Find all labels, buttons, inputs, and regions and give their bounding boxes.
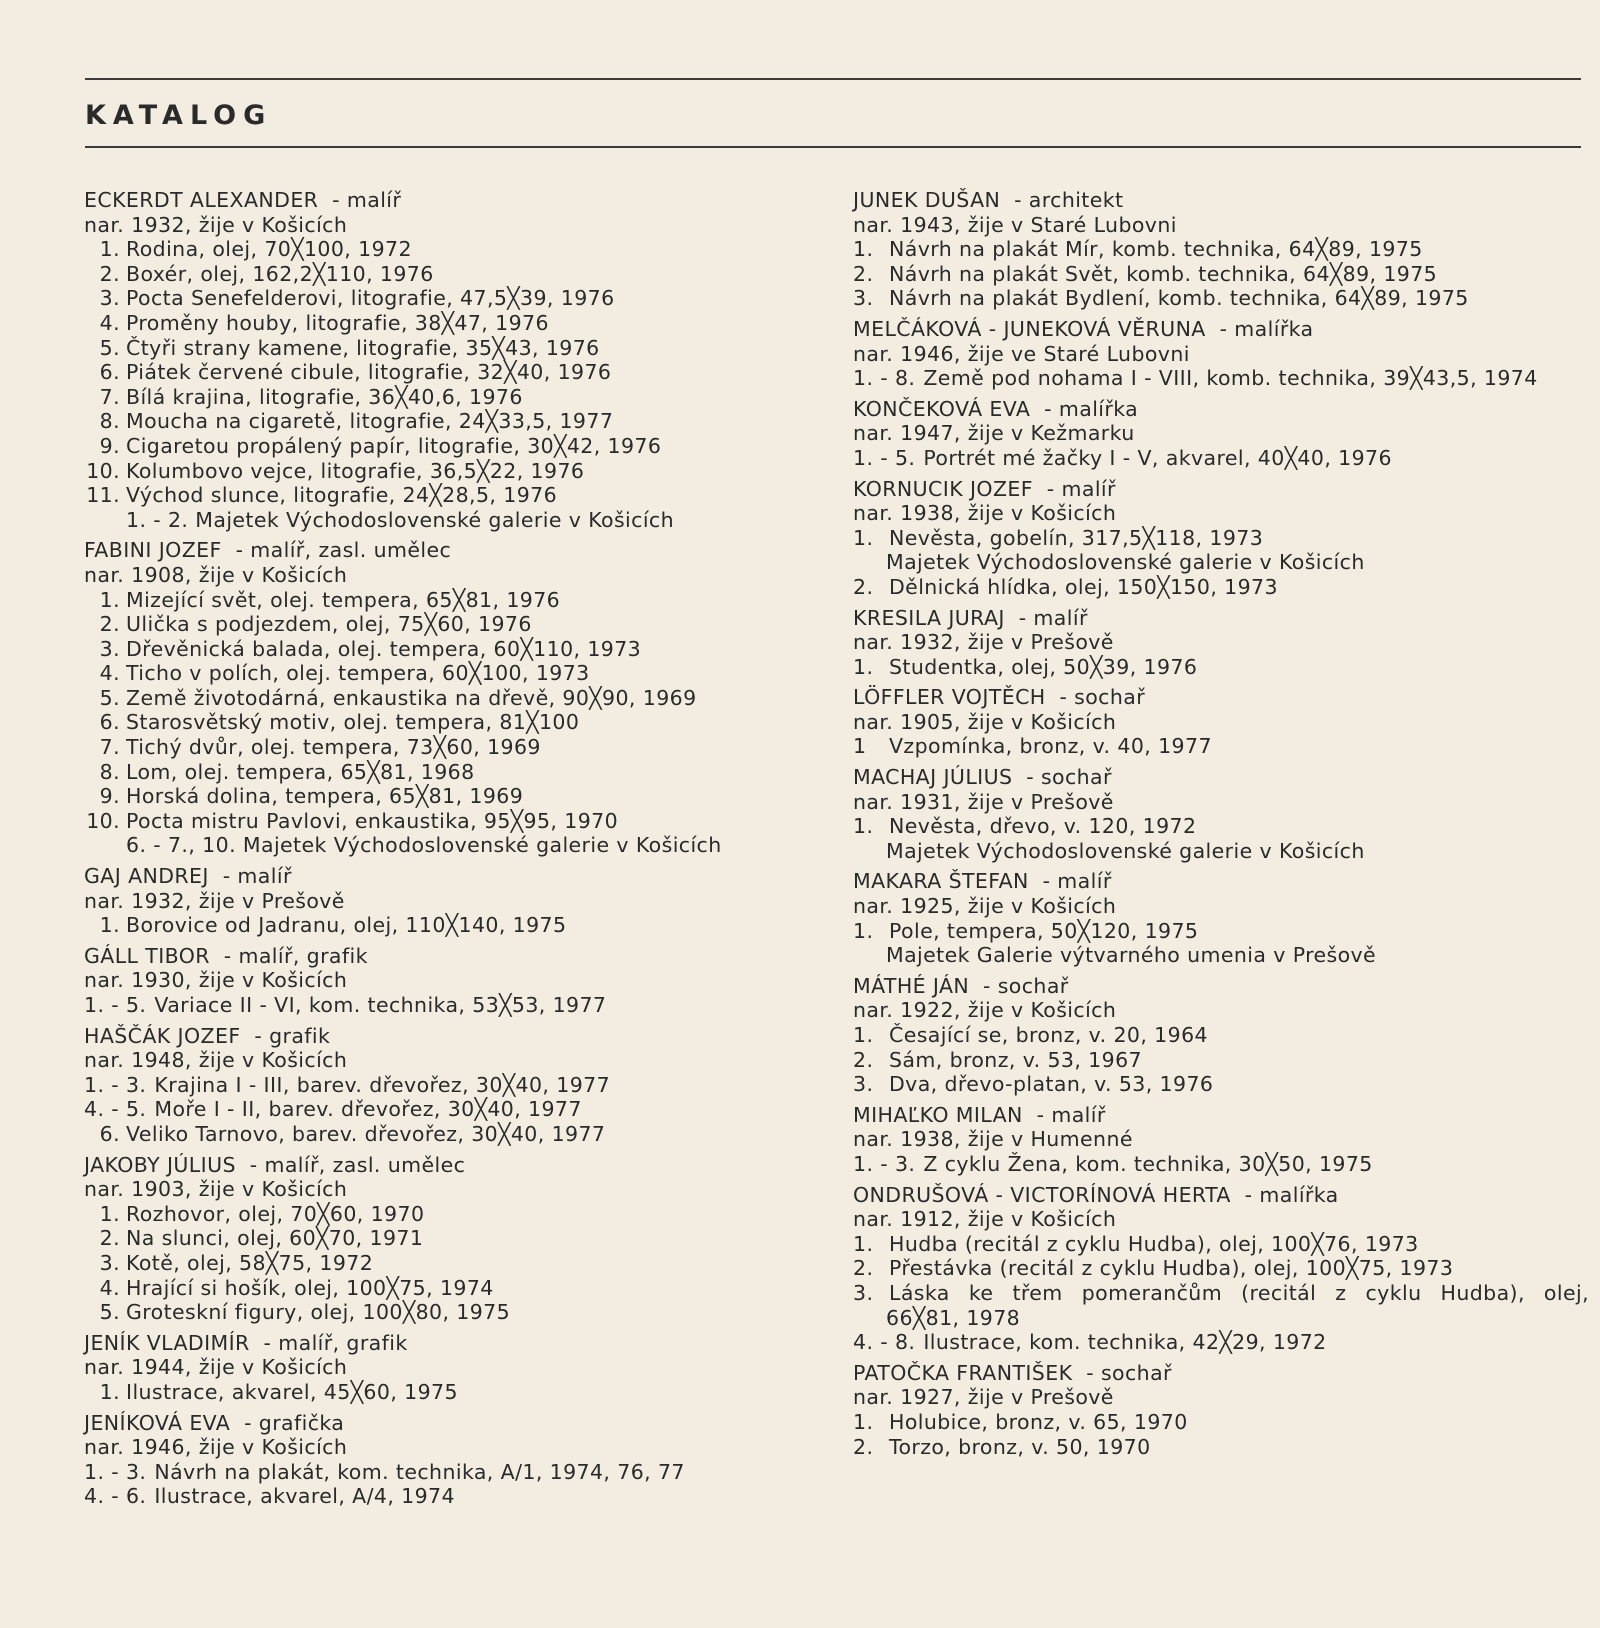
work-item — [853, 1072, 1589, 1097]
artist-heading — [853, 188, 1589, 213]
artist-name: MIHAĽKO MILAN — [853, 1102, 1023, 1127]
artist-entry — [853, 477, 1589, 600]
artist-heading — [84, 538, 814, 563]
work-description: Rodina, olej, 70╳100, 1972 — [126, 237, 412, 262]
artist-role: - malíř, zasl. umělec — [249, 1152, 466, 1177]
work-item — [84, 661, 814, 686]
work-number: 1. — [853, 1409, 874, 1434]
work-description: Moře I - II, barev. dřevořez, 30╳40, 1977 — [154, 1097, 582, 1122]
work-description: Z cyklu Žena, kom. technika, 30╳50, 1975 — [923, 1151, 1373, 1176]
artist-heading — [853, 765, 1589, 790]
work-item — [84, 360, 814, 385]
ownership-note: 1. - 2. Majetek Východoslovenské galerie v Košicích — [126, 507, 674, 532]
work-item — [853, 1281, 1589, 1306]
artist-role: - malířka — [1219, 316, 1314, 341]
artist-heading — [853, 1361, 1589, 1386]
artist-entry — [853, 974, 1589, 1097]
work-number: 3. — [99, 636, 120, 661]
work-item — [84, 784, 814, 809]
work-description: Ilustrace, kom. technika, 42╳29, 1972 — [923, 1330, 1327, 1355]
work-number: 1. - 3. — [853, 1151, 916, 1176]
artist-name: KORNUCIK JOZEF — [853, 476, 1033, 501]
work-item — [84, 1251, 814, 1276]
work-item — [853, 1435, 1589, 1460]
work-description: Bílá krajina, litografie, 36╳40,6, 1976 — [126, 384, 523, 409]
artist-heading — [84, 1153, 814, 1178]
work-description: Láska ke třem pomerančům (recitál z cyklu Hudba), olej, — [889, 1280, 1589, 1305]
work-number: 2. — [853, 574, 874, 599]
work-description: Cigaretou propálený papír, litografie, 30╳42, 1976 — [126, 433, 662, 458]
work-number: 6. — [99, 710, 120, 735]
work-description: Dva, dřevo-platan, v. 53, 1976 — [889, 1072, 1214, 1097]
work-description: Piátek červené cibule, litografie, 32╳40, 1976 — [126, 360, 612, 385]
work-number: 9. — [99, 784, 120, 809]
artist-entry — [84, 188, 814, 532]
work-number: 2. — [853, 1047, 874, 1072]
artist-role: - malířka — [1244, 1182, 1339, 1207]
work-number: 1. — [853, 1231, 874, 1256]
artist-entry — [853, 317, 1589, 391]
work-number: 3. — [853, 286, 874, 311]
work-note: 66╳81, 1978 — [886, 1305, 1021, 1330]
work-item — [853, 814, 1589, 839]
work-number: 1. — [99, 237, 120, 262]
artist-birth-residence: nar. 1903, žije v Košicích — [84, 1177, 348, 1202]
artist-birth-residence: nar. 1931, žije v Prešově — [853, 789, 1114, 814]
artist-heading — [84, 1331, 814, 1356]
work-description: Vzpomínka, bronz, v. 40, 1977 — [889, 734, 1212, 759]
artist-birth-residence: nar. 1908, žije v Košicích — [84, 562, 348, 587]
work-number: 1. — [99, 587, 120, 612]
artist-heading — [853, 1183, 1589, 1208]
artist-birth-residence: nar. 1905, žije v Košicích — [853, 709, 1117, 734]
work-description: Moucha na cigaretě, litografie, 24╳33,5, 1977 — [126, 409, 614, 434]
work-number: 1. — [99, 913, 120, 938]
work-item — [84, 637, 814, 662]
work-number: 1. — [853, 654, 874, 679]
artist-role: - malíř — [1018, 605, 1088, 630]
artist-birth-residence: nar. 1932, žije v Prešově — [84, 888, 345, 913]
work-number: 1. - 3. — [84, 1459, 147, 1484]
artist-birth-residence: nar. 1946, žije v Košicích — [84, 1435, 348, 1460]
work-item — [84, 1226, 814, 1251]
work-description: Země životodárná, enkaustika na dřevě, 90╳90, 1969 — [126, 685, 697, 710]
work-number: 7. — [99, 735, 120, 760]
work-item — [853, 1048, 1589, 1073]
artist-heading — [853, 317, 1589, 342]
artist-name: MÁTHÉ JÁN — [853, 973, 970, 998]
artist-name: GAJ ANDREJ — [84, 864, 209, 889]
work-description: Proměny houby, litografie, 38╳47, 1976 — [126, 310, 549, 335]
work-number: 6. — [99, 1121, 120, 1146]
work-item — [853, 286, 1589, 311]
work-number: 5. — [99, 685, 120, 710]
work-description: Návrh na plakát, kom. technika, A/1, 1974, 76, 77 — [154, 1459, 685, 1484]
work-number: 4. - 6. — [84, 1484, 147, 1509]
artist-entry — [853, 397, 1589, 471]
ownership-note: 6. - 7., 10. Majetek Východoslovenské galerie v Košicích — [126, 833, 722, 858]
work-number: 3. — [853, 1280, 874, 1305]
artist-heading — [84, 944, 814, 969]
artist-role: - malíř, zasl. umělec — [235, 538, 452, 563]
work-item — [853, 1023, 1589, 1048]
artist-birth-residence: nar. 1947, žije v Kežmarku — [853, 421, 1135, 446]
work-number: 4. - 5. — [84, 1097, 147, 1122]
artist-entry — [84, 1411, 814, 1509]
work-note: Majetek Východoslovenské galerie v Košicích — [886, 550, 1365, 575]
artist-birth-residence: nar. 1927, žije v Prešově — [853, 1385, 1114, 1410]
artist-role: - malíř — [1036, 1102, 1106, 1127]
artist-birth-residence: nar. 1948, žije v Košicích — [84, 1048, 348, 1073]
work-description: Ulička s podjezdem, olej, 75╳60, 1976 — [126, 612, 532, 637]
work-item — [853, 919, 1589, 944]
work-number: 1. — [853, 1023, 874, 1047]
artist-birth-residence: nar. 1946, žije ve Staré Lubovni — [853, 341, 1190, 366]
work-note: Majetek Galerie výtvarného umenia v Prešově — [886, 943, 1377, 968]
artist-entry — [84, 1153, 814, 1325]
work-item — [84, 1300, 814, 1325]
artist-role: - malíř — [1042, 869, 1112, 894]
work-item — [84, 1073, 814, 1098]
artist-role: - sochař — [1026, 765, 1112, 790]
artist-birth-residence: nar. 1912, žije v Košicích — [853, 1207, 1117, 1232]
work-description: Nevěsta, dřevo, v. 120, 1972 — [889, 814, 1197, 839]
work-description: Ilustrace, akvarel, 45╳60, 1975 — [126, 1379, 458, 1404]
artist-entry — [84, 1024, 814, 1147]
artist-role: - malíř — [1046, 476, 1116, 501]
work-description: Dřevěnická balada, olej. tempera, 60╳110, 1973 — [126, 636, 642, 661]
work-description: Holubice, bronz, v. 65, 1970 — [889, 1409, 1188, 1434]
artist-birth-residence: nar. 1925, žije v Košicích — [853, 894, 1117, 919]
artist-birth-residence: nar. 1930, žije v Košicích — [84, 968, 348, 993]
work-number: 2. — [99, 612, 120, 637]
work-description: Krajina I - III, barev. dřevořez, 30╳40, 1977 — [154, 1072, 611, 1097]
work-number: 9. — [99, 433, 120, 458]
work-number: 4. — [99, 1275, 120, 1300]
work-number: 4. - 8. — [853, 1330, 916, 1355]
work-description: Kolumbovo vejce, litografie, 36,5╳22, 1976 — [126, 458, 585, 483]
artist-name: MELČÁKOVÁ - JUNEKOVÁ VĚRUNA — [853, 316, 1206, 341]
work-description: Ilustrace, akvarel, A/4, 1974 — [154, 1484, 455, 1509]
work-item — [84, 735, 814, 760]
artist-role: - sochař — [983, 973, 1069, 998]
work-item — [84, 993, 814, 1018]
artist-role: - malíř — [222, 864, 292, 889]
work-item — [84, 612, 814, 637]
work-number: 6. — [99, 360, 120, 385]
artist-role: - grafička — [244, 1410, 345, 1435]
work-description: Kotě, olej, 58╳75, 1972 — [126, 1250, 374, 1275]
work-number: 1. — [853, 237, 874, 262]
title-underline-rule — [85, 146, 1581, 148]
artist-name: JAKOBY JÚLIUS — [84, 1152, 236, 1177]
work-item — [84, 1276, 814, 1301]
work-item — [84, 385, 814, 410]
work-item — [84, 1097, 814, 1122]
work-item — [84, 459, 814, 484]
artist-role: - malíř, grafik — [263, 1330, 408, 1355]
artist-birth-residence: nar. 1938, žije v Košicích — [853, 501, 1117, 526]
work-item — [84, 262, 814, 287]
artist-birth-residence: nar. 1938, žije v Humenné — [853, 1127, 1133, 1152]
work-item — [84, 1380, 814, 1405]
artist-heading — [853, 397, 1589, 422]
artist-role: - malířka — [1044, 396, 1139, 421]
work-description: Hudba (recitál z cyklu Hudba), olej, 100╳76, 1973 — [889, 1231, 1419, 1256]
work-description: Česající se, bronz, v. 20, 1964 — [889, 1023, 1208, 1047]
work-item — [84, 588, 814, 613]
work-item — [853, 262, 1589, 287]
work-number: 5. — [99, 1300, 120, 1325]
work-description: Rozhovor, olej, 70╳60, 1970 — [126, 1201, 425, 1226]
work-item — [84, 336, 814, 361]
work-number: 1. - 5. — [853, 445, 916, 470]
work-item — [84, 710, 814, 735]
artist-heading — [853, 606, 1589, 631]
work-description: Portrét mé žačky I - V, akvarel, 40╳40, 1976 — [923, 445, 1392, 470]
artist-heading — [84, 1411, 814, 1436]
artist-entry — [853, 1103, 1589, 1177]
work-description: Tichý dvůr, olej. tempera, 73╳60, 1969 — [126, 735, 541, 760]
artist-name: JUNEK DUŠAN — [853, 188, 1001, 212]
artist-entry — [84, 944, 814, 1018]
artist-heading — [853, 685, 1589, 710]
work-item — [84, 434, 814, 459]
work-description: Návrh na plakát Svět, komb. technika, 64╳89, 1975 — [889, 261, 1438, 286]
work-number: 4. — [99, 661, 120, 686]
work-description: Veliko Tarnovo, barev. dřevořez, 30╳40, 1977 — [126, 1121, 606, 1146]
artist-name: LÖFFLER VOJTĚCH — [853, 685, 1046, 710]
work-number: 10. — [86, 808, 120, 833]
work-number: 1. — [853, 525, 874, 550]
artist-entry — [84, 538, 814, 858]
artist-entry — [853, 606, 1589, 680]
top-rule — [85, 78, 1581, 80]
work-number: 1. — [99, 1201, 120, 1226]
work-number: 2. — [853, 1256, 874, 1281]
work-description: Nevěsta, gobelín, 317,5╳118, 1973 — [889, 525, 1264, 550]
work-item — [84, 1484, 814, 1509]
artist-name: ECKERDT ALEXANDER — [84, 188, 319, 212]
work-number: 1 — [853, 734, 867, 759]
artist-entry — [853, 869, 1589, 967]
work-description: Návrh na plakát Mír, komb. technika, 64╳89, 1975 — [889, 237, 1423, 262]
artist-heading — [84, 188, 814, 213]
work-description: Sám, bronz, v. 53, 1967 — [889, 1047, 1142, 1072]
work-number: 1. — [99, 1379, 120, 1404]
artist-heading — [853, 477, 1589, 502]
work-item — [84, 311, 814, 336]
work-description: Variace II - VI, kom. technika, 53╳53, 1977 — [154, 993, 607, 1017]
work-description: Čtyři strany kamene, litografie, 35╳43, 1976 — [126, 335, 600, 360]
work-description: Boxér, olej, 162,2╳110, 1976 — [126, 261, 434, 286]
work-item — [853, 1330, 1589, 1355]
work-number: 1. - 3. — [84, 1072, 147, 1097]
artist-entry — [853, 1361, 1589, 1459]
artist-birth-residence: nar. 1932, žije v Košicích — [84, 212, 348, 237]
artist-role: - sochař — [1086, 1360, 1172, 1385]
work-item — [853, 1232, 1589, 1257]
artist-name: FABINI JOZEF — [84, 538, 222, 563]
artist-name: MAKARA ŠTEFAN — [853, 869, 1029, 894]
artist-heading — [853, 869, 1589, 894]
work-item — [853, 575, 1589, 600]
work-item — [853, 237, 1589, 262]
work-item — [84, 286, 814, 311]
work-item — [84, 409, 814, 434]
work-number: 3. — [99, 1250, 120, 1275]
work-item — [853, 446, 1589, 471]
work-number: 8. — [99, 759, 120, 784]
work-description: Borovice od Jadranu, olej, 110╳140, 1975 — [126, 913, 567, 938]
catalog-column-left — [84, 188, 814, 1515]
artist-birth-residence: nar. 1932, žije v Prešově — [853, 630, 1114, 655]
work-item — [84, 1122, 814, 1147]
work-number: 1. - 5. — [84, 993, 147, 1017]
work-number: 3. — [99, 286, 120, 311]
work-description: Horská dolina, tempera, 65╳81, 1969 — [126, 784, 524, 809]
work-description: Groteskní figury, olej, 100╳80, 1975 — [126, 1300, 511, 1325]
work-item — [853, 526, 1589, 551]
work-number: 5. — [99, 335, 120, 360]
work-description: Mizející svět, olej. tempera, 65╳81, 1976 — [126, 587, 561, 612]
artist-heading — [84, 864, 814, 889]
work-number: 2. — [853, 261, 874, 286]
work-item — [84, 237, 814, 262]
work-item — [853, 1152, 1589, 1177]
work-item — [853, 734, 1589, 759]
work-number: 11. — [86, 483, 120, 508]
work-description: Hrající si hošík, olej, 100╳75, 1974 — [126, 1275, 494, 1300]
work-description: Pocta mistru Pavlovi, enkaustika, 95╳95, 1970 — [126, 808, 619, 833]
artist-heading — [84, 1024, 814, 1049]
work-item — [84, 809, 814, 834]
work-description: Na slunci, olej, 60╳70, 1971 — [126, 1226, 424, 1251]
artist-name: KONČEKOVÁ EVA — [853, 396, 1031, 421]
work-description: Pocta Senefelderovi, litografie, 47,5╳39, 1976 — [126, 286, 615, 311]
artist-role: - malíř, grafik — [223, 943, 368, 968]
artist-entry — [853, 765, 1589, 863]
artist-entry — [84, 1331, 814, 1405]
artist-entry — [853, 685, 1589, 759]
work-item — [84, 913, 814, 938]
work-description: Východ slunce, litografie, 24╳28,5, 1976 — [126, 483, 558, 508]
work-description: Přestávka (recitál z cyklu Hudba), olej, 100╳75, 1973 — [889, 1256, 1454, 1281]
artist-name: JENÍKOVÁ EVA — [84, 1410, 231, 1435]
work-number: 4. — [99, 310, 120, 335]
artist-name: HAŠČÁK JOZEF — [84, 1023, 241, 1048]
work-description: Dělnická hlídka, olej, 150╳150, 1973 — [889, 574, 1278, 599]
work-item — [84, 483, 814, 508]
artist-name: JENÍK VLADIMÍR — [84, 1330, 250, 1355]
work-description: Lom, olej. tempera, 65╳81, 1968 — [126, 759, 475, 784]
work-description: Pole, tempera, 50╳120, 1975 — [889, 918, 1199, 943]
work-number: 1. - 8. — [853, 366, 916, 391]
work-number: 10. — [86, 458, 120, 483]
work-description: Návrh na plakát Bydlení, komb. technika, 64╳89, 1975 — [889, 286, 1469, 311]
work-description: Starosvětský motiv, olej. tempera, 81╳100 — [126, 710, 580, 735]
work-number: 2. — [99, 1226, 120, 1251]
work-number: 3. — [853, 1072, 874, 1097]
artist-name: GÁLL TIBOR — [84, 943, 210, 968]
artist-entry — [853, 188, 1589, 311]
artist-name: MACHAJ JÚLIUS — [853, 765, 1013, 790]
work-item — [853, 1410, 1589, 1435]
artist-name: ONDRUŠOVÁ - VICTORÍNOVÁ HERTA — [853, 1182, 1231, 1207]
page-title: KATALOG — [85, 100, 273, 131]
artist-role: - architekt — [1014, 188, 1124, 212]
work-note: Majetek Východoslovenské galerie v Košicích — [886, 838, 1365, 863]
work-description: Torzo, bronz, v. 50, 1970 — [889, 1434, 1151, 1459]
work-description: Země pod nohama I - VIII, komb. technika, 39╳43,5, 1974 — [923, 366, 1538, 391]
artist-name: KRESILA JURAJ — [853, 605, 1005, 630]
work-number: 8. — [99, 409, 120, 434]
artist-heading — [853, 974, 1589, 999]
artist-heading — [853, 1103, 1589, 1128]
work-number: 1. — [853, 814, 874, 839]
work-item — [84, 1202, 814, 1227]
work-number: 2. — [99, 261, 120, 286]
artist-name: PATOČKA FRANTIŠEK — [853, 1360, 1073, 1385]
artist-role: - sochař — [1059, 685, 1146, 710]
work-number: 7. — [99, 384, 120, 409]
work-item — [84, 686, 814, 711]
work-item — [853, 366, 1589, 391]
artist-birth-residence: nar. 1944, žije v Košicích — [84, 1355, 348, 1380]
work-description: Ticho v polích, olej. tempera, 60╳100, 1973 — [126, 661, 590, 686]
work-number: 1. — [853, 918, 874, 943]
work-item — [84, 760, 814, 785]
work-item — [853, 1256, 1589, 1281]
artist-role: - malíř — [332, 188, 402, 212]
artist-birth-residence: nar. 1943, žije v Staré Lubovni — [853, 212, 1177, 237]
catalog-column-right — [853, 188, 1589, 1465]
artist-entry — [853, 1183, 1589, 1355]
work-item — [84, 1460, 814, 1485]
work-number: 2. — [853, 1434, 874, 1459]
artist-birth-residence: nar. 1922, žije v Košicích — [853, 998, 1117, 1023]
artist-role: - grafik — [254, 1023, 331, 1048]
work-description: Studentka, olej, 50╳39, 1976 — [889, 654, 1198, 679]
artist-entry — [84, 864, 814, 938]
work-item — [853, 655, 1589, 680]
